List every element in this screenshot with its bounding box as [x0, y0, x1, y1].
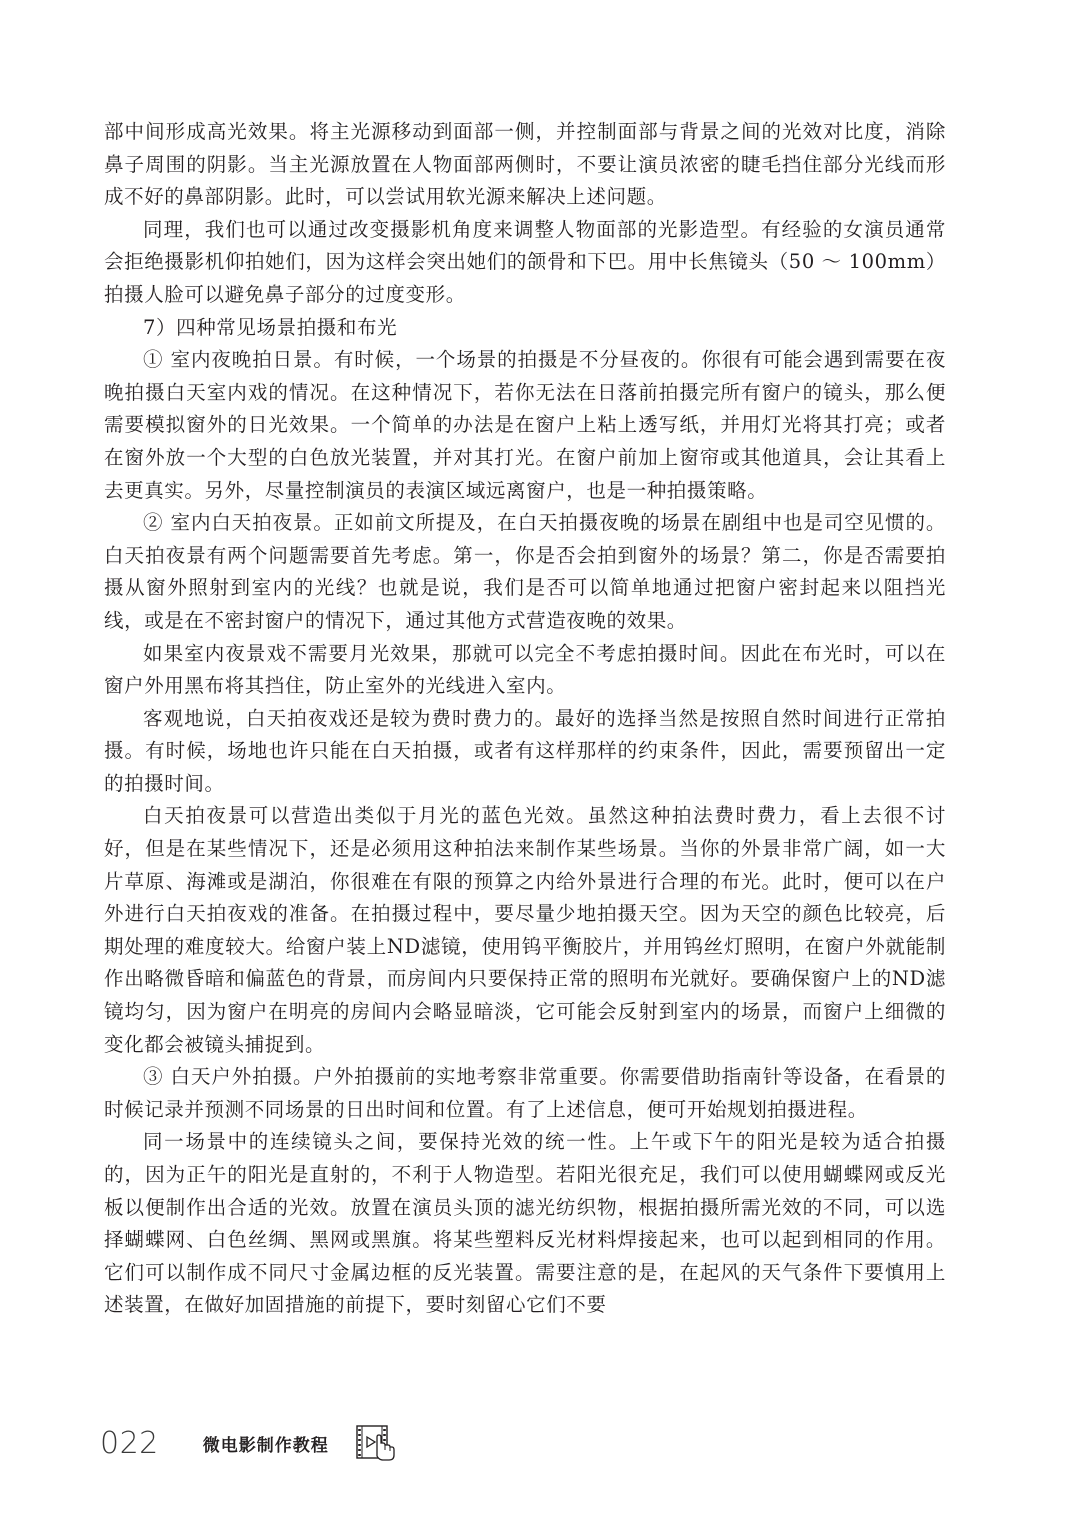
paragraph: 同理，我们也可以通过改变摄影机角度来调整人物面部的光影造型。有经验的女演员通常会拒绝摄影机仰拍她们，因为这样会突出她们的颌骨和下巴。用中长焦镜头（50 ～ 100mm）拍摄人脸可以避免鼻子部分的过度变形。: [104, 217, 946, 306]
paragraph: 如果室内夜景戏不需要月光效果，那就可以完全不考虑拍摄时间。因此在布光时，可以在窗户外用黑布将其挡住，防止室外的光线进入室内。: [104, 641, 946, 698]
book-title: 微电影制作教程: [202, 1435, 329, 1456]
paragraph: ③ 白天户外拍摄。户外拍摄前的实地考察非常重要。你需要借助指南针等设备，在看景的时候记录并预测不同场景的日出时间和位置。有了上述信息，便可开始规划拍摄进程。: [104, 1065, 946, 1121]
page-footer: [100, 1413, 399, 1473]
paragraph: 白天拍夜景可以营造出类似于月光的蓝色光效。虽然这种拍法费时费力，看上去很不讨好，但是在某些情况下，还是必须用这种拍法来制作某些场景。当你的外景非常广阔，如一大片草原、海滩或是湖泊，你很难在有限的预算之内给外景进行合理的布光。此时，便可以在户外进行白天拍夜戏的准备。在拍摄过程中，要尽量少地拍摄天空。因为天空的颜色比较亮，后期处理的难度较大。给窗户装上ND滤镜，使用钨平衡胶片，并用钨丝灯照明，在窗户外就能制作出略微昏暗和偏蓝色的背景，而房间内只要保持正常的照明布光就好。要确保窗户上的ND滤镜均匀，因为窗户在明亮的房间内会略显暗淡，它可能会反射到室内的场景，而窗户上细微的变化都会被镜头捕捉到。: [104, 804, 946, 1056]
film-hand-icon: [355, 1423, 399, 1463]
paragraph: ② 室内白天拍夜景。正如前文所提及，在白天拍摄夜晚的场景在剧组中也是司空见惯的。白天拍夜景有两个问题需要首先考虑。第一，你是否会拍到窗外的场景？第二，你是否需要拍摄从窗外照射到室内的光线？也就是说，我们是否可以简单地通过把窗户密封起来以阻挡光线，或是在不密封窗户的情况下，通过其他方式营造夜晚的效果。: [104, 511, 946, 632]
body-text: [104, 116, 946, 1322]
paragraph: 部中间形成高光效果。将主光源移动到面部一侧，并控制面部与背景之间的光效对比度，消除鼻子周围的阴影。当主光源放置在人物面部两侧时，不要让演员浓密的睫毛挡住部分光线而形成不好的鼻部阴影。此时，可以尝试用软光源来解决上述问题。: [104, 120, 946, 209]
section-heading: 7）四种常见场景拍摄和布光: [143, 315, 398, 339]
page-number: 022: [100, 1425, 159, 1461]
paragraph: 客观地说，白天拍夜戏还是较为费时费力的。最好的选择当然是按照自然时间进行正常拍摄。有时候，场地也许只能在白天拍摄，或者有这样那样的约束条件，因此，需要预留出一定的拍摄时间。: [104, 706, 946, 795]
paragraph: ① 室内夜晚拍日景。有时候，一个场景的拍摄是不分昼夜的。你很有可能会遇到需要在夜晚拍摄白天室内戏的情况。在这种情况下，若你无法在日落前拍摄完所有窗户的镜头，那么便需要模拟窗外的日光效果。一个简单的办法是在窗户上粘上透写纸，并用灯光将其打亮；或者在窗外放一个大型的白色放光装置，并对其打光。在窗户前加上窗帘或其他道具，会让其看上去更真实。另外，尽量控制演员的表演区域远离窗户，也是一种拍摄策略。: [104, 348, 946, 502]
paragraph: 同一场景中的连续镜头之间，要保持光效的统一性。上午或下午的阳光是较为适合拍摄的，因为正午的阳光是直射的，不利于人物造型。若阳光很充足，我们可以使用蝴蝶网或反光板以便制作出合适的光效。放置在演员头顶的滤光纺织物，根据拍摄所需光效的不同，可以选择蝴蝶网、白色丝绸、黑网或黑旗。将某些塑料反光材料焊接起来，也可以起到相同的作用。它们可以制作成不同尺寸金属边框的反光装置。需要注意的是，在起风的天气条件下要慎用上述装置，在做好加固措施的前提下，要时刻留心它们不要: [104, 1130, 946, 1317]
